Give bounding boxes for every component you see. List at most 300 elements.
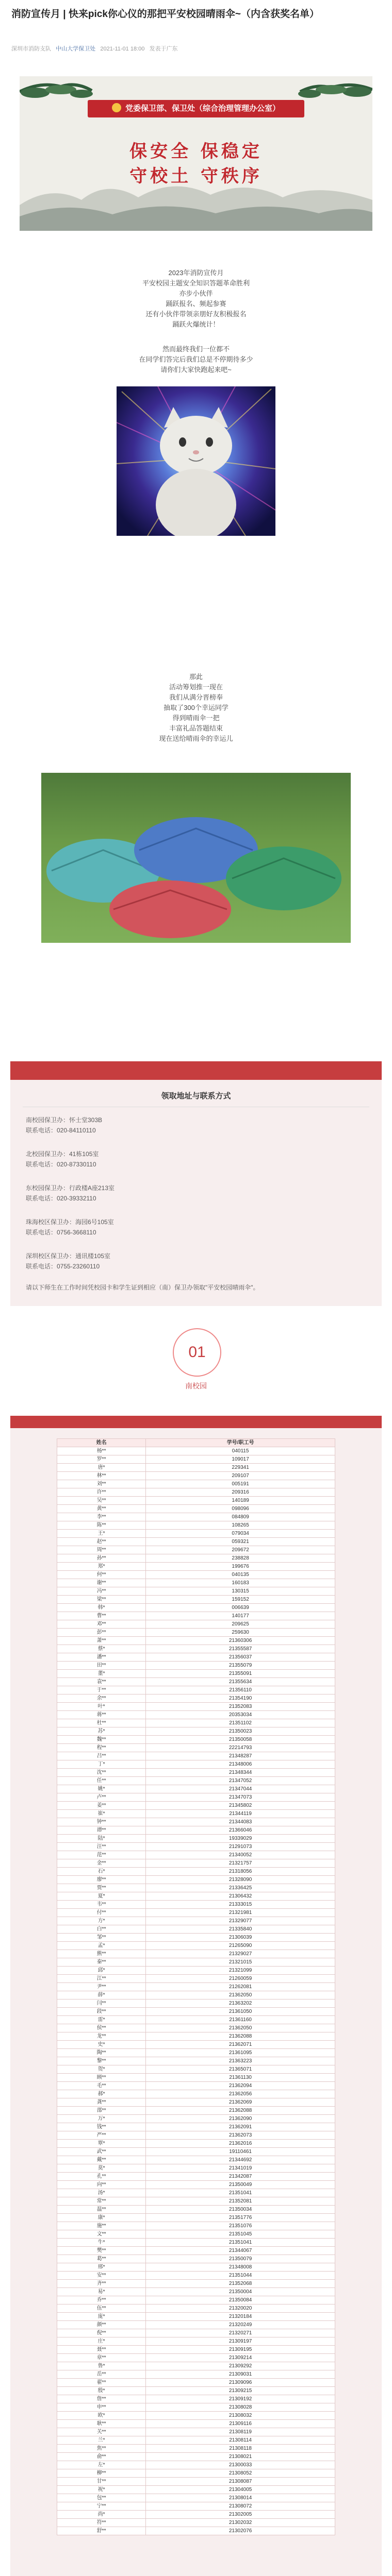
- winner-name-cell: 许**: [57, 1488, 146, 1497]
- winner-id-cell: 21306432: [146, 1892, 335, 1901]
- winner-id-cell: 21309197: [146, 2337, 335, 2346]
- winner-id-cell: 21260059: [146, 1975, 335, 1983]
- location-phone: 联系电话：020-87330110: [26, 1161, 96, 1168]
- table-row: [57, 1670, 335, 1678]
- winner-name-cell: 任**: [57, 1777, 146, 1785]
- table-row: [57, 2395, 335, 2403]
- table-row: [57, 1884, 335, 1892]
- table-row: [57, 2412, 335, 2420]
- text-line: 得到晴雨伞一把: [172, 714, 220, 722]
- winner-id-cell: 21309096: [146, 2379, 335, 2387]
- table-row: [57, 2032, 335, 2041]
- text-line: 活动筹划推一现在: [169, 683, 223, 691]
- slogan-line-2: 守校土 守秩序: [129, 166, 263, 187]
- winner-id-cell: 21302032: [146, 2519, 335, 2527]
- winner-name-cell: 谢**: [57, 1579, 146, 1587]
- winner-id-cell: 19110461: [146, 2148, 335, 2156]
- winner-id-cell: 209672: [146, 1546, 335, 1554]
- table-row: [57, 1975, 335, 1983]
- table-row: [57, 2197, 335, 2206]
- winner-id-cell: 21350023: [146, 1727, 335, 1736]
- winner-id-cell: 21318056: [146, 1868, 335, 1876]
- winner-name-cell: 王*: [57, 1530, 146, 1538]
- table-row: [57, 1934, 335, 1942]
- table-row: [57, 1727, 335, 1736]
- table-row: [57, 2214, 335, 2222]
- winner-name-cell: 樊**: [57, 2247, 146, 2255]
- winner-id-cell: 21350079: [146, 2255, 335, 2263]
- pickup-info-card: [10, 1061, 382, 1306]
- table-row: [57, 1694, 335, 1703]
- winner-name-cell: 关**: [57, 2428, 146, 2436]
- winner-name-cell: 颜**: [57, 2321, 146, 2329]
- winner-name-cell: 邵**: [57, 2107, 146, 2115]
- account-link[interactable]: 中山大学保卫处: [56, 46, 96, 52]
- table-row: [57, 1464, 335, 1472]
- text-line: 平安校园主题安全知识答题革命胜利: [142, 279, 250, 287]
- winner-name-cell: 萧**: [57, 1637, 146, 1645]
- winner-name-cell: 陈**: [57, 1521, 146, 1530]
- table-row: [57, 2370, 335, 2379]
- winner-id-cell: 21308072: [146, 2502, 335, 2511]
- table-row: [57, 1876, 335, 1884]
- table-row: [57, 2123, 335, 2131]
- table-row: [57, 2156, 335, 2164]
- winner-name-cell: 牛*: [57, 2239, 146, 2247]
- winner-name-cell: 莫*: [57, 2164, 146, 2173]
- table-row: [57, 2082, 335, 2090]
- winner-name-cell: 龙**: [57, 2032, 146, 2041]
- winner-id-cell: 209625: [146, 1620, 335, 1629]
- winner-name-cell: 黄**: [57, 1505, 146, 1513]
- card-title: 领取地址与联系方式: [161, 1092, 231, 1100]
- table-row: [57, 1662, 335, 1670]
- winner-id-cell: 21351045: [146, 2230, 335, 2239]
- winner-name-cell: 申**: [57, 2403, 146, 2412]
- table-row: [57, 1851, 335, 1859]
- table-row: [57, 1521, 335, 1530]
- winner-id-cell: 21344067: [146, 2247, 335, 2255]
- winner-name-cell: 曹**: [57, 1612, 146, 1620]
- winner-id-cell: 21351076: [146, 2222, 335, 2230]
- table-row: [57, 1678, 335, 1686]
- winner-name-cell: 贾**: [57, 1884, 146, 1892]
- winner-name-cell: 钱**: [57, 2123, 146, 2131]
- winner-id-cell: 040115: [146, 1447, 335, 1455]
- winner-name-cell: 夏*: [57, 1892, 146, 1901]
- winner-id-cell: 21308087: [146, 2478, 335, 2486]
- winner-id-cell: 21347044: [146, 1785, 335, 1793]
- table-row: [57, 2494, 335, 2502]
- table-header-row: [57, 1439, 335, 1447]
- winner-id-cell: 21350058: [146, 1736, 335, 1744]
- winner-id-cell: 084809: [146, 1513, 335, 1521]
- winner-name-cell: 韩*: [57, 1604, 146, 1612]
- table-row: [57, 1653, 335, 1662]
- table-row: [57, 1447, 335, 1455]
- winners-table-body: [57, 1447, 335, 2535]
- winner-name-cell: 孙**: [57, 1554, 146, 1563]
- winner-name-cell: 耿**: [57, 2420, 146, 2428]
- winner-name-cell: 唐*: [57, 1464, 146, 1472]
- winner-name-cell: 史*: [57, 2041, 146, 2049]
- winner-name-cell: 贺*: [57, 2065, 146, 2074]
- winner-name-cell: 冯**: [57, 1587, 146, 1596]
- winner-id-cell: 21365071: [146, 2065, 335, 2074]
- article-title: 消防宣传月 | 快来pick你心仪的那把平安校园晴雨伞~（内含获奖名单）: [11, 9, 319, 20]
- winner-name-cell: 汪**: [57, 1843, 146, 1851]
- table-row: [57, 1835, 335, 1843]
- winner-name-cell: 舒**: [57, 2527, 146, 2535]
- text-line: 我们从满分晋榜奉: [169, 693, 223, 701]
- text-line: 踊跃报名、频起参赛: [166, 300, 226, 308]
- winner-id-cell: 21320184: [146, 2313, 335, 2321]
- winner-id-cell: 21321099: [146, 1967, 335, 1975]
- table-row: [57, 2362, 335, 2370]
- table-row: [57, 2461, 335, 2469]
- winner-id-cell: 21351776: [146, 2214, 335, 2222]
- column-header-id: 学号/职工号: [146, 1439, 335, 1447]
- winner-id-cell: 21362069: [146, 2098, 335, 2107]
- winner-name-cell: 柳**: [57, 2469, 146, 2478]
- winner-name-cell: 程**: [57, 1744, 146, 1752]
- winner-name-cell: 黎**: [57, 2057, 146, 2065]
- winner-id-cell: 259630: [146, 1629, 335, 1637]
- table-row: [57, 1909, 335, 1917]
- winner-id-cell: 109017: [146, 1455, 335, 1464]
- winner-id-cell: 21336425: [146, 1884, 335, 1892]
- winner-name-cell: 庄*: [57, 2337, 146, 2346]
- winner-name-cell: 钟**: [57, 1818, 146, 1826]
- winner-id-cell: 21344692: [146, 2156, 335, 2164]
- table-row: [57, 2181, 335, 2189]
- location-phone: 联系电话：0755-23260110: [26, 1263, 100, 1270]
- slogan-line-1: 保安全 保稳定: [129, 141, 263, 162]
- winner-id-cell: 21335840: [146, 1925, 335, 1934]
- publish-location: 发表于广东: [149, 46, 178, 52]
- table-row: [57, 1983, 335, 1991]
- table-row: [57, 2296, 335, 2304]
- winner-id-cell: 209107: [146, 1472, 335, 1480]
- winner-name-cell: 邢*: [57, 2263, 146, 2272]
- location-address: 东校园保卫办：行政楼A座213室: [26, 1184, 115, 1192]
- winner-name-cell: 乔**: [57, 2296, 146, 2304]
- table-row: [57, 1901, 335, 1909]
- winner-name-cell: 蒋**: [57, 1711, 146, 1719]
- winner-id-cell: 21360306: [146, 1637, 335, 1645]
- article-meta: [11, 44, 178, 53]
- text-line: 抽取了300个幸运同学: [164, 704, 228, 711]
- table-row: [57, 2090, 335, 2098]
- winner-id-cell: 21348008: [146, 2263, 335, 2272]
- table-row: [57, 2148, 335, 2156]
- table-row: [57, 1769, 335, 1777]
- winner-name-cell: 田**: [57, 1662, 146, 1670]
- winner-id-cell: 21362016: [146, 2140, 335, 2148]
- table-row: [57, 2469, 335, 2478]
- winner-id-cell: 21362094: [146, 2082, 335, 2090]
- winner-name-cell: 包**: [57, 2494, 146, 2502]
- text-line: 请你们大家快跑起来吧~: [160, 366, 232, 374]
- winner-name-cell: 杜**: [57, 1719, 146, 1727]
- pickup-location: [26, 1183, 115, 1204]
- winner-id-cell: 108265: [146, 1521, 335, 1530]
- winner-id-cell: 21355091: [146, 1670, 335, 1678]
- table-row: [57, 2206, 335, 2214]
- winner-id-cell: 006639: [146, 1604, 335, 1612]
- meta-source: 深圳市消防支队: [11, 46, 51, 52]
- umbrella-icon: [226, 846, 341, 910]
- winner-name-cell: 符**: [57, 2519, 146, 2527]
- table-row: [57, 2511, 335, 2519]
- winner-name-cell: 杨**: [57, 1447, 146, 1455]
- table-row: [57, 1958, 335, 1967]
- table-row: [57, 2263, 335, 2272]
- winner-name-cell: 吕**: [57, 1752, 146, 1760]
- location-address: 珠海校区保卫办：海园6号105室: [26, 1218, 114, 1226]
- table-row: [57, 2379, 335, 2387]
- winner-id-cell: 21300033: [146, 2461, 335, 2469]
- table-row: [57, 1530, 335, 1538]
- winner-id-cell: 21329027: [146, 1950, 335, 1958]
- table-row: [57, 1925, 335, 1934]
- winner-id-cell: 21309116: [146, 2420, 335, 2428]
- winner-id-cell: 21291073: [146, 1843, 335, 1851]
- table-row: [57, 2272, 335, 2280]
- winner-id-cell: 160183: [146, 1579, 335, 1587]
- winner-id-cell: 21304005: [146, 2486, 335, 2494]
- winner-id-cell: 21352083: [146, 1703, 335, 1711]
- winner-id-cell: 21352081: [146, 2197, 335, 2206]
- table-row: [57, 1604, 335, 1612]
- winner-id-cell: 21309214: [146, 2354, 335, 2362]
- winner-name-cell: 孔**: [57, 2173, 146, 2181]
- text-line: 2023年消防宣传月: [168, 269, 224, 277]
- winner-id-cell: 21308032: [146, 2412, 335, 2420]
- winner-id-cell: 21348006: [146, 1760, 335, 1769]
- winner-name-cell: 覃*: [57, 2140, 146, 2148]
- table-row: [57, 1843, 335, 1851]
- winner-name-cell: 俞**: [57, 2453, 146, 2461]
- table-row: [57, 2387, 335, 2395]
- table-row: [57, 1991, 335, 1999]
- winner-name-cell: 何**: [57, 1571, 146, 1579]
- winner-name-cell: 廖**: [57, 1876, 146, 1884]
- table-row: [57, 1868, 335, 1876]
- table-row: [57, 2222, 335, 2230]
- winner-name-cell: 倪**: [57, 2329, 146, 2337]
- winner-id-cell: 21341019: [146, 2164, 335, 2173]
- winner-id-cell: 21309292: [146, 2362, 335, 2370]
- winner-id-cell: 040135: [146, 1571, 335, 1579]
- table-row: [57, 1546, 335, 1554]
- winner-id-cell: 21362091: [146, 2123, 335, 2131]
- table-row: [57, 2049, 335, 2057]
- winner-id-cell: 21350084: [146, 2296, 335, 2304]
- winner-name-cell: 常**: [57, 2197, 146, 2206]
- table-row: [57, 2131, 335, 2140]
- table-row: [57, 2527, 335, 2535]
- winner-id-cell: 079034: [146, 1530, 335, 1538]
- table-row: [57, 2247, 335, 2255]
- winner-id-cell: 21329077: [146, 1917, 335, 1925]
- pickup-location: [26, 1149, 99, 1170]
- winner-id-cell: 209316: [146, 1488, 335, 1497]
- winner-name-cell: 安**: [57, 2272, 146, 2280]
- table-row: [57, 2173, 335, 2181]
- winner-name-cell: 熊**: [57, 1950, 146, 1958]
- location-phone: 联系电话：0756-3668110: [26, 1229, 96, 1236]
- winner-name-cell: 梁**: [57, 1596, 146, 1604]
- winner-name-cell: 石*: [57, 1868, 146, 1876]
- winner-id-cell: 229341: [146, 1464, 335, 1472]
- table-row: [57, 1785, 335, 1793]
- winner-name-cell: 郝*: [57, 2090, 146, 2098]
- winner-name-cell: 薛*: [57, 1991, 146, 1999]
- table-row: [57, 2230, 335, 2239]
- umbrella-icon: [109, 880, 231, 938]
- table-row: [57, 1999, 335, 2008]
- winner-name-cell: 庞*: [57, 2313, 146, 2321]
- section-title: 南校园: [185, 1382, 207, 1390]
- winner-id-cell: 21309215: [146, 2387, 335, 2395]
- emblem-icon: [112, 103, 121, 112]
- winner-name-cell: 尚*: [57, 2511, 146, 2519]
- winner-id-cell: 21262081: [146, 1983, 335, 1991]
- winner-name-cell: 魏**: [57, 1736, 146, 1744]
- table-row: [57, 2140, 335, 2148]
- winner-id-cell: 21309031: [146, 2370, 335, 2379]
- winner-id-cell: 21362073: [146, 2131, 335, 2140]
- table-row: [57, 1596, 335, 1604]
- table-row: [57, 1967, 335, 1975]
- pine-tree-icon: [295, 76, 372, 138]
- winner-name-cell: 秦**: [57, 1958, 146, 1967]
- winner-name-cell: 方*: [57, 1917, 146, 1925]
- winner-name-cell: 赵**: [57, 1538, 146, 1546]
- winner-id-cell: 21354190: [146, 1694, 335, 1703]
- winner-name-cell: 岳**: [57, 2370, 146, 2379]
- winner-id-cell: 21344083: [146, 1818, 335, 1826]
- winner-name-cell: 叶*: [57, 1703, 146, 1711]
- winner-id-cell: 238828: [146, 1554, 335, 1563]
- winner-name-cell: 向**: [57, 2181, 146, 2189]
- table-row: [57, 1612, 335, 1620]
- table-row: [57, 2329, 335, 2337]
- table-row: [57, 1752, 335, 1760]
- table-row: [57, 2016, 335, 2024]
- table-row: [57, 2346, 335, 2354]
- table-row: [57, 1645, 335, 1653]
- winner-name-cell: 葛**: [57, 2255, 146, 2263]
- winner-id-cell: 199676: [146, 1563, 335, 1571]
- table-row: [57, 2008, 335, 2016]
- department-label: 党委保卫部、保卫处（综合治理管理办公室）: [125, 104, 280, 113]
- pickup-location: [26, 1251, 110, 1272]
- winner-name-cell: 袁**: [57, 1678, 146, 1686]
- winner-id-cell: 21362071: [146, 2041, 335, 2049]
- winner-name-cell: 谭**: [57, 1826, 146, 1835]
- winner-name-cell: 焦**: [57, 2445, 146, 2453]
- winner-id-cell: 140189: [146, 1497, 335, 1505]
- winner-name-cell: 严**: [57, 2131, 146, 2140]
- winner-name-cell: 段**: [57, 2008, 146, 2016]
- winner-id-cell: 21320271: [146, 2329, 335, 2337]
- winner-id-cell: 21333015: [146, 1901, 335, 1909]
- winner-id-cell: 21362090: [146, 2115, 335, 2123]
- table-row: [57, 1513, 335, 1521]
- winner-id-cell: 21356110: [146, 1686, 335, 1694]
- winner-name-cell: 蔡*: [57, 1645, 146, 1653]
- winner-name-cell: 齐**: [57, 2280, 146, 2288]
- winner-id-cell: 21328090: [146, 1876, 335, 1884]
- location-address: 北校园保卫办：41栋105室: [26, 1150, 99, 1158]
- winner-id-cell: 21308028: [146, 2403, 335, 2412]
- winner-id-cell: 21348287: [146, 1752, 335, 1760]
- winner-id-cell: 21347073: [146, 1793, 335, 1802]
- table-row: [57, 1563, 335, 1571]
- text-line: 踊跃火爆统计！: [172, 320, 220, 328]
- winner-name-cell: 伍**: [57, 2304, 146, 2313]
- umbrellas-photo: [41, 773, 351, 943]
- table-row: [57, 2304, 335, 2313]
- winner-id-cell: 21351044: [146, 2272, 335, 2280]
- winner-name-cell: 李**: [57, 1513, 146, 1521]
- table-row: [57, 2098, 335, 2107]
- winner-name-cell: 金**: [57, 1859, 146, 1868]
- table-row: [57, 1554, 335, 1563]
- table-row: [57, 1942, 335, 1950]
- winner-id-cell: 20353034: [146, 1711, 335, 1719]
- table-row: [57, 2107, 335, 2115]
- table-row: [57, 1538, 335, 1546]
- winner-id-cell: 21355079: [146, 1662, 335, 1670]
- winner-id-cell: 21320020: [146, 2304, 335, 2313]
- winner-id-cell: 21342087: [146, 2173, 335, 2181]
- table-row: [57, 2420, 335, 2428]
- pickup-location: [26, 1115, 102, 1136]
- table-row: [57, 1455, 335, 1464]
- table-row: [57, 1818, 335, 1826]
- winner-name-cell: 韦**: [57, 1901, 146, 1909]
- winner-id-cell: 21321981: [146, 1909, 335, 1917]
- table-row: [57, 1744, 335, 1752]
- location-address: 南校园保卫办：怀士堂303B: [26, 1116, 103, 1124]
- winner-name-cell: 范**: [57, 1851, 146, 1859]
- winner-name-cell: 崔*: [57, 1810, 146, 1818]
- winner-name-cell: 邹**: [57, 1934, 146, 1942]
- winner-name-cell: 顾**: [57, 2074, 146, 2082]
- winner-id-cell: 21350034: [146, 2206, 335, 2214]
- card-header-bar: [10, 1061, 382, 1080]
- winner-name-cell: 文**: [57, 2230, 146, 2239]
- winner-id-cell: 21362088: [146, 2032, 335, 2041]
- winner-id-cell: 21302005: [146, 2511, 335, 2519]
- table-row: [57, 1810, 335, 1818]
- winners-panel: [10, 1416, 382, 2576]
- winner-id-cell: 21345802: [146, 1802, 335, 1810]
- winner-id-cell: 098096: [146, 1505, 335, 1513]
- table-row: [57, 2453, 335, 2461]
- winner-name-cell: 潘**: [57, 1653, 146, 1662]
- table-row: [57, 2189, 335, 2197]
- winner-name-cell: 翟**: [57, 2379, 146, 2387]
- table-row: [57, 1629, 335, 1637]
- table-row: [57, 2115, 335, 2123]
- table-row: [57, 1719, 335, 1727]
- winner-id-cell: 059321: [146, 1538, 335, 1546]
- winner-id-cell: 21340052: [146, 1851, 335, 1859]
